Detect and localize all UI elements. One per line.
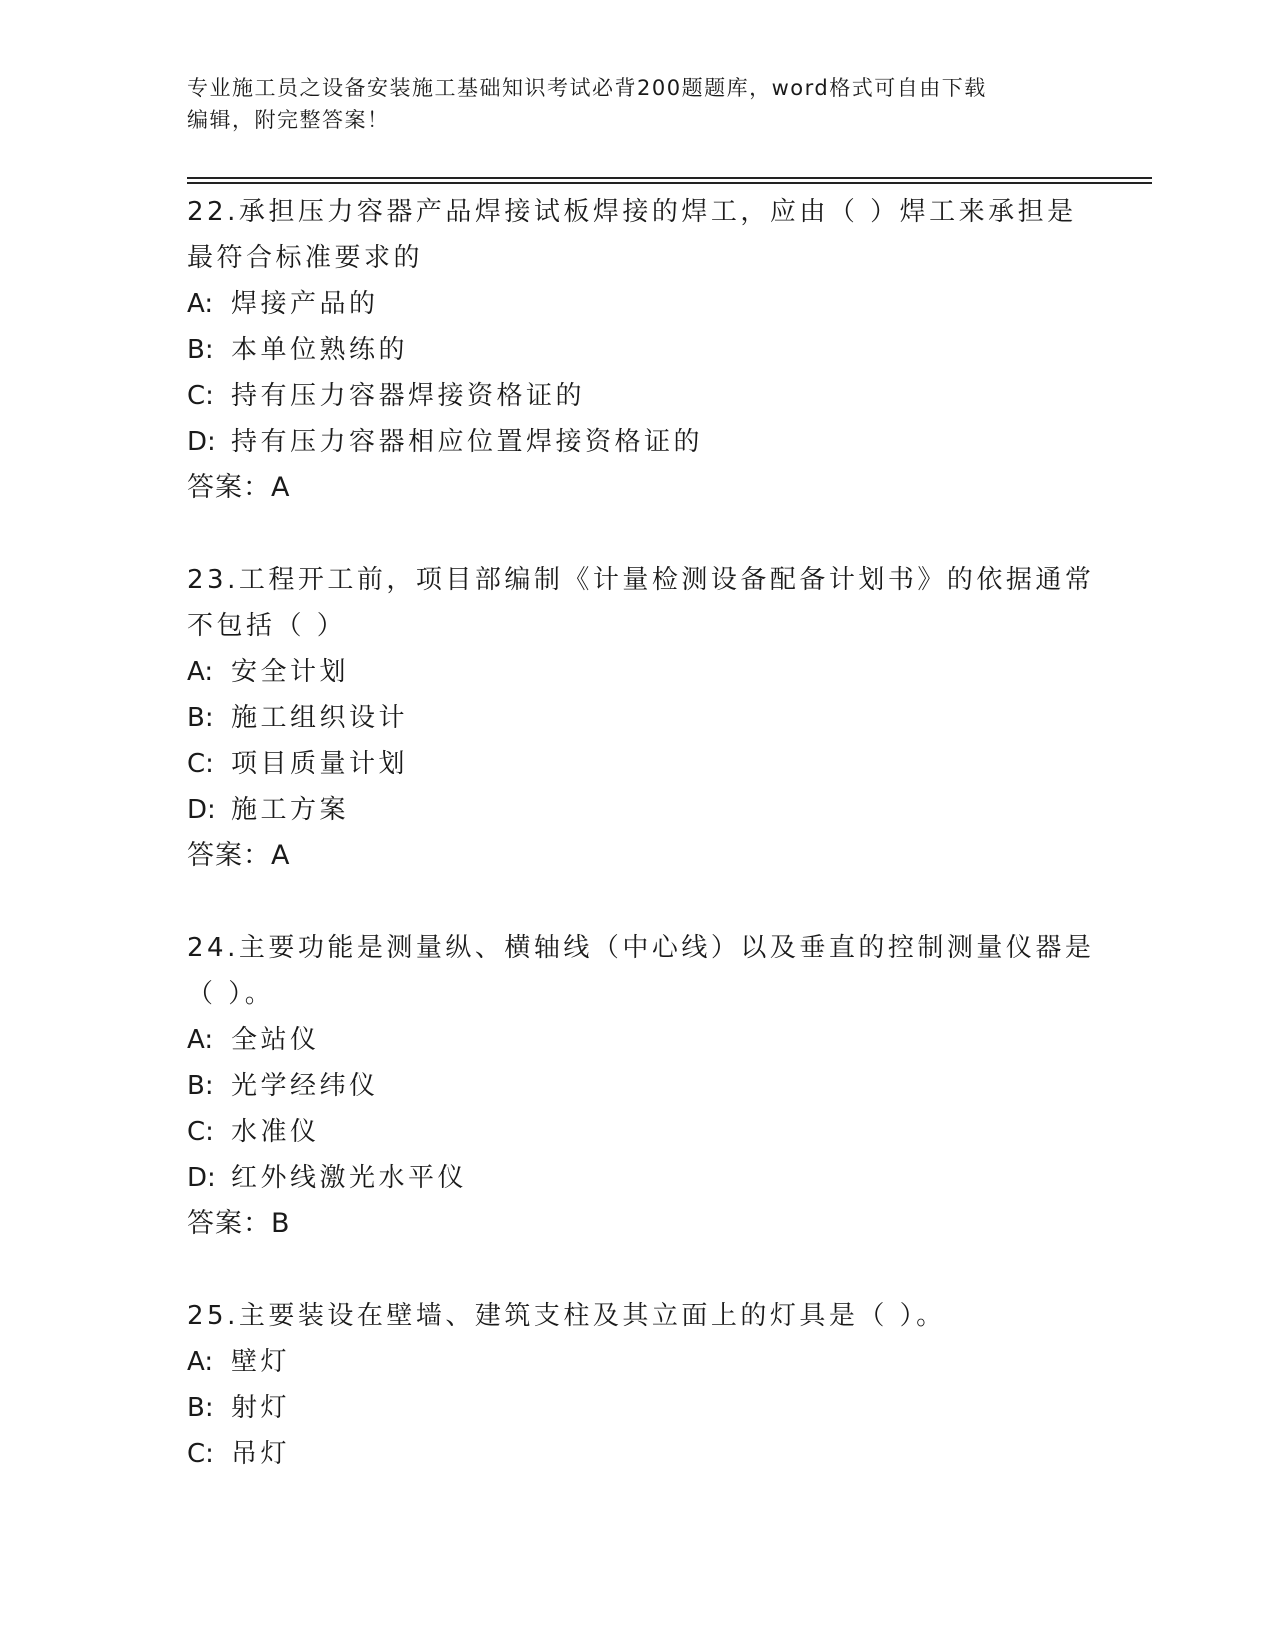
answer-option bbox=[187, 1431, 1087, 1477]
answer-option bbox=[187, 787, 1087, 833]
question-text-line: 不包括（ ） bbox=[187, 611, 347, 641]
document-intro: 专业施工员之设备安装施工基础知识考试必背200题题库，word格式可自由下载 编辑，附完整答案！ bbox=[187, 76, 987, 132]
answer-option bbox=[187, 373, 1087, 419]
answer-key: 答案：B bbox=[187, 1208, 291, 1239]
option-letter: C: bbox=[187, 381, 214, 411]
question-text-line: 22.承担压力容器产品焊接试板焊接的焊工，应由（ ）焊工来承担是 bbox=[187, 197, 1077, 227]
option-text: 光学经纬仪 bbox=[231, 1071, 379, 1101]
question-block bbox=[187, 925, 1095, 1247]
option-text: 红外线激光水平仪 bbox=[231, 1163, 468, 1193]
answer-option bbox=[187, 1017, 1087, 1063]
option-letter: B: bbox=[187, 703, 214, 733]
answer-option bbox=[187, 1339, 1087, 1385]
option-letter: B: bbox=[187, 335, 214, 365]
option-letter: D: bbox=[187, 427, 216, 457]
option-letter: A: bbox=[187, 289, 214, 319]
answer-option bbox=[187, 741, 1087, 787]
option-text: 施工组织设计 bbox=[231, 703, 409, 733]
option-text: 吊灯 bbox=[231, 1439, 291, 1469]
answer-option bbox=[187, 419, 1087, 465]
header-rule-bottom bbox=[187, 182, 1152, 184]
question-text-line: 最符合标准要求的 bbox=[187, 243, 424, 273]
answer-option bbox=[187, 1385, 1087, 1431]
question-text-line: 23.工程开工前，项目部编制《计量检测设备配备计划书》的依据通常 bbox=[187, 565, 1095, 595]
option-text: 全站仪 bbox=[231, 1025, 320, 1055]
question-text-line: （ ）。 bbox=[187, 979, 275, 1009]
question-block bbox=[187, 189, 1087, 511]
answer-option bbox=[187, 695, 1087, 741]
question-block bbox=[187, 557, 1095, 879]
question-block bbox=[187, 1293, 1087, 1477]
option-text: 水准仪 bbox=[231, 1117, 320, 1147]
option-text: 焊接产品的 bbox=[231, 289, 379, 319]
option-text: 射灯 bbox=[231, 1393, 291, 1423]
option-text: 壁灯 bbox=[231, 1347, 291, 1377]
option-letter: A: bbox=[187, 1347, 214, 1377]
question-text-line: 24.主要功能是测量纵、横轴线（中心线）以及垂直的控制测量仪器是 bbox=[187, 933, 1095, 963]
header-rule-top bbox=[187, 177, 1152, 179]
question-list bbox=[187, 189, 1095, 1523]
option-letter: B: bbox=[187, 1071, 214, 1101]
option-letter: C: bbox=[187, 1439, 214, 1469]
option-text: 安全计划 bbox=[231, 657, 350, 687]
option-letter: C: bbox=[187, 749, 214, 779]
answer-option bbox=[187, 1063, 1087, 1109]
option-letter: A: bbox=[187, 1025, 214, 1055]
answer-option bbox=[187, 1155, 1087, 1201]
option-text: 本单位熟练的 bbox=[231, 335, 409, 365]
option-letter: C: bbox=[187, 1117, 214, 1147]
answer-option bbox=[187, 1109, 1087, 1155]
question-text-line: 25.主要装设在壁墙、建筑支柱及其立面上的灯具是（ ）。 bbox=[187, 1301, 946, 1331]
option-letter: D: bbox=[187, 795, 216, 825]
answer-option bbox=[187, 649, 1087, 695]
answer-option bbox=[187, 281, 1087, 327]
option-text: 持有压力容器焊接资格证的 bbox=[231, 381, 586, 411]
answer-option bbox=[187, 327, 1087, 373]
option-text: 项目质量计划 bbox=[231, 749, 409, 779]
option-letter: B: bbox=[187, 1393, 214, 1423]
option-letter: A: bbox=[187, 657, 214, 687]
option-text: 施工方案 bbox=[231, 795, 350, 825]
answer-key: 答案：A bbox=[187, 472, 291, 503]
option-letter: D: bbox=[187, 1163, 216, 1193]
answer-key: 答案：A bbox=[187, 840, 291, 871]
option-text: 持有压力容器相应位置焊接资格证的 bbox=[231, 427, 704, 457]
